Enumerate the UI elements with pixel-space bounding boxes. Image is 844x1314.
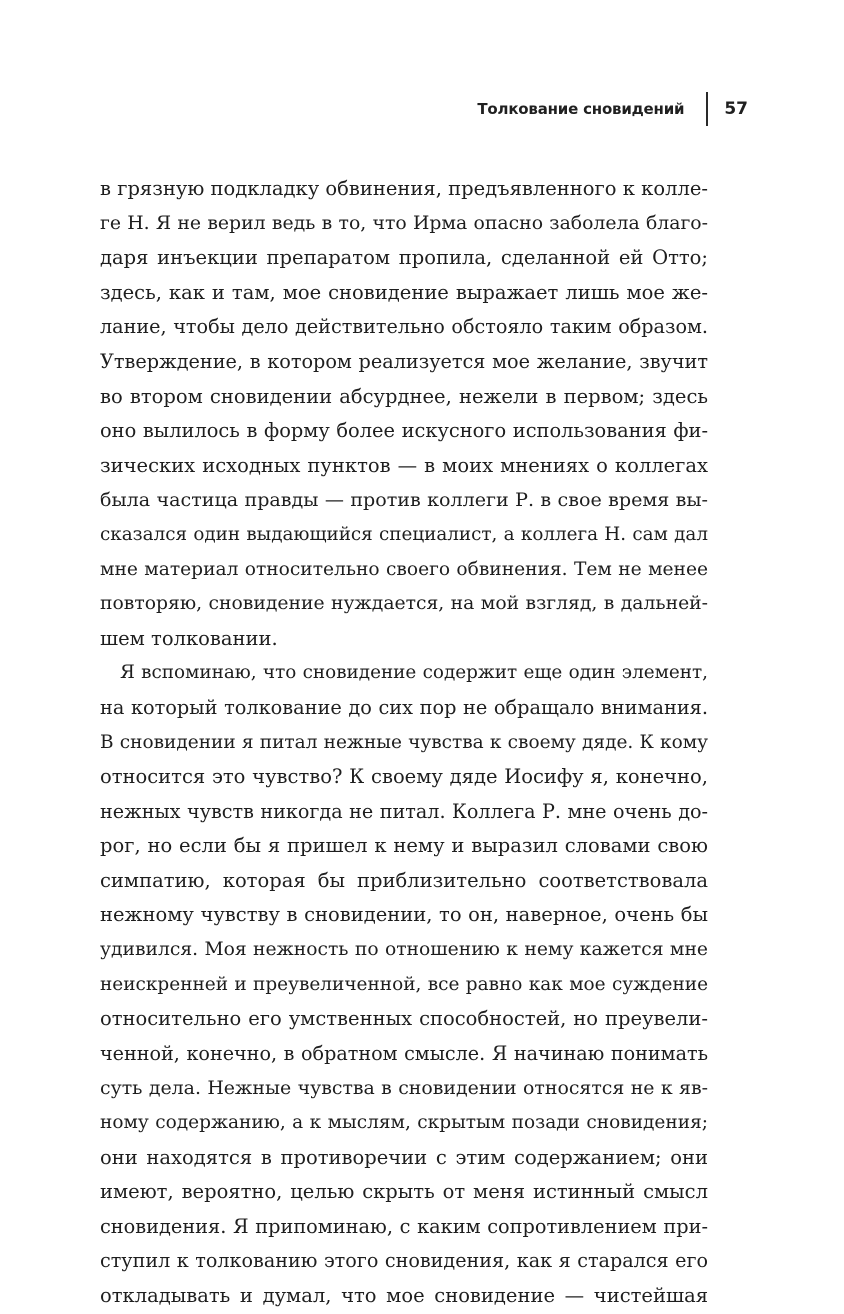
text-line: даря инъекции препаратом пропила, сделанной ей Отто;: [100, 246, 708, 270]
text-line: рог, но если бы я пришел к нему и выразил словами свою: [100, 834, 708, 858]
text-line: шем толковании.: [100, 626, 278, 650]
body-text: [100, 172, 708, 1314]
text-line: во втором сновидении абсурднее, нежели в первом; здесь: [100, 384, 708, 408]
text-line: сновидения. Я припоминаю, с каким сопротивлением при-: [100, 1214, 708, 1238]
running-title: Толкование сновидений: [477, 100, 685, 118]
text-line: оно вылилось в форму более искусного использования фи-: [100, 419, 708, 443]
text-line: они находятся в противоречии с этим содержанием; они: [100, 1145, 708, 1169]
text-line: зических исходных пунктов — в моих мнениях о коллегах: [100, 453, 708, 477]
header-divider: [706, 92, 708, 126]
text-line: здесь, как и там, мое сновидение выражает лишь мое же-: [100, 280, 708, 304]
text-line: Утверждение, в котором реализуется мое желание, звучит: [100, 349, 708, 373]
text-line: неискренней и преувеличенной, все равно как мое суждение: [100, 973, 708, 995]
text-line: относительно его умственных способностей, но преувели-: [100, 1007, 708, 1031]
text-line: откладывать и думал, что мое сновидение — чистейшая: [100, 1284, 708, 1307]
text-line: суть дела. Нежные чувства в сновидении относятся не к яв-: [100, 1077, 708, 1100]
text-line: на который толкование до сих пор не обращало внимания.: [100, 695, 708, 719]
text-line: ченной, конечно, в обратном смысле. Я начинаю понимать: [100, 1041, 708, 1065]
text-line: удивился. Моя нежность по отношению к нему кажется мне: [100, 939, 708, 961]
page-number: 57: [724, 99, 748, 119]
text-line: нежному чувству в сновидении, то он, наверное, очень бы: [100, 903, 708, 927]
text-line: Я вспоминаю, что сновидение содержит еще один элемент,: [120, 662, 708, 684]
text-line: относится это чувство? К своему дяде Иосифу я, конечно,: [100, 765, 708, 789]
text-line: нежных чувств никогда не питал. Коллега Р. мне очень до-: [100, 799, 708, 823]
text-line: мне материал относительно своего обвинения. Тем не менее: [100, 558, 708, 580]
paragraph-1: [100, 172, 708, 656]
text-line: лание, чтобы дело действительно обстояло таким образом.: [100, 315, 708, 339]
text-line: ному содержанию, а к мыслям, скрытым позади сновидения;: [100, 1112, 708, 1134]
text-line: имеют, вероятно, целью скрыть от меня истинный смысл: [100, 1180, 708, 1204]
text-line: повторяю, сновидение нуждается, на мой взгляд, в дальней-: [100, 593, 708, 615]
text-line: симпатию, которая бы приблизительно соответствовала: [100, 868, 708, 892]
text-line: ступил к толкованию этого сновидения, как я старался его: [100, 1249, 708, 1273]
text-line: ге Н. Я не верил ведь в то, что Ирма опасно заболела благо-: [100, 212, 708, 234]
text-line: была частица правды — против коллеги Р. в свое время вы-: [100, 489, 708, 512]
text-line: сказался один выдающийся специалист, а коллега Н. сам дал: [100, 523, 708, 545]
text-line: в грязную подкладку обвинения, предъявленного к колле-: [100, 177, 708, 200]
paragraph-2: [100, 656, 708, 1313]
running-head: [477, 92, 748, 126]
text-line: В сновидении я питал нежные чувства к своему дяде. К кому: [100, 731, 708, 753]
